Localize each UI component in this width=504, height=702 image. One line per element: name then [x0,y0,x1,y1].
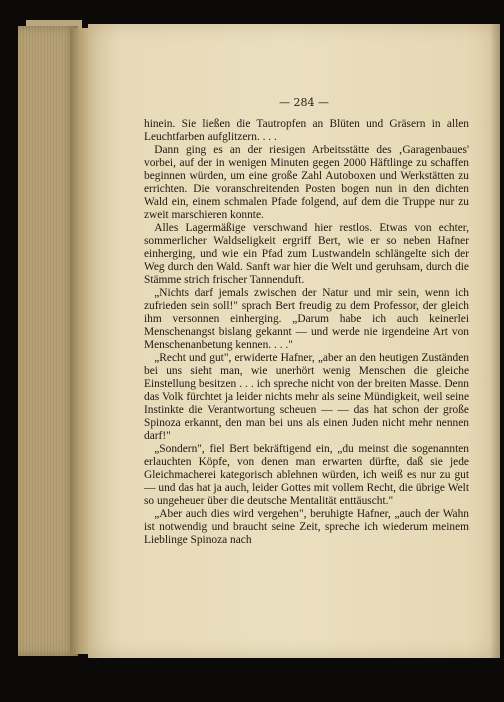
page-number: — 284 — [279,96,329,109]
book-page-stack [18,26,78,656]
paragraph: hinein. Sie ließen die Tautropfen an Blüten und Gräsern in allen Leuchtfarben aufglitzern. . . . [144,118,469,143]
page-body-text [144,118,469,547]
page-edge-shadow [490,24,500,658]
paragraph: Alles Lagermäßige verschwand hier restlos. Etwas von echter, sommerlicher Waldseligkeit ergriff Bert, wie er so neben Hafner einherging, und wie ein Pfad zum Lustwandeln schlängelte sich der Weg durch den Wald. Sanft war hier die Welt und geruhsam, durch die Stämme strich frischer Tannenduft. [144,222,469,286]
paragraph: „Sondern", fiel Bert bekräftigend ein, „du meinst die sogenannten erlauchten Köpfe, von denen man erwarten dürfte, daß sie jede Gleichmacherei kategorisch ablehnen würden, ich weiß es nur zu gut — und das hat ja auch, leider Gottes mit vollem Recht, die übrige Welt so ungeheuer über die deutsche Mentalität enttäuscht." [144,443,469,507]
paragraph: „Aber auch dies wird vergehen", beruhigte Hafner, „auch der Wahn ist notwendig und braucht seine Zeit, spreche ich wiederum meinem Lieblinge Spinoza nach [144,508,469,546]
paragraph: „Nichts darf jemals zwischen der Natur und mir sein, wenn ich zufrieden sein soll!" sprach Bert freudig zu dem Professor, der gleich ihm versonnen einherging. „Darum habe ich auch keinerlei Menschenangst bislang gekannt — und werde nie irgendeine Art von Menschenanbetung kennen. . . ." [144,287,469,351]
paragraph: „Recht und gut", erwiderte Hafner, „aber an den heutigen Zuständen bei uns sieht man, wie unerhört wenig Menschen die gleiche Einstellung besitzen . . . ich spreche nicht von der breiten Masse. Denn das Volk fürchtet ja leider nichts mehr als seine Mündigkeit, weil seine Instinkte die Verantwortung scheuen — — das hat schon der große Spinoza erkannt, den man bei uns als einen Juden nicht mehr nennen darf!" [144,352,469,442]
paragraph: Dann ging es an der riesigen Arbeitsstätte des ‚Garagenbaues' vorbei, auf der in wenigen Minuten gegen 2000 Häftlinge zu schaffen beginnen würden, um eine große Zahl Autoboxen und Werkstätten zu errichten. Die voranschreitenden Posten bogen nun in den dichten Wald ein, einem schmalen Pfade folgend, auf dem die Truppe nur zu zweit marschieren konnte. [144,144,469,221]
